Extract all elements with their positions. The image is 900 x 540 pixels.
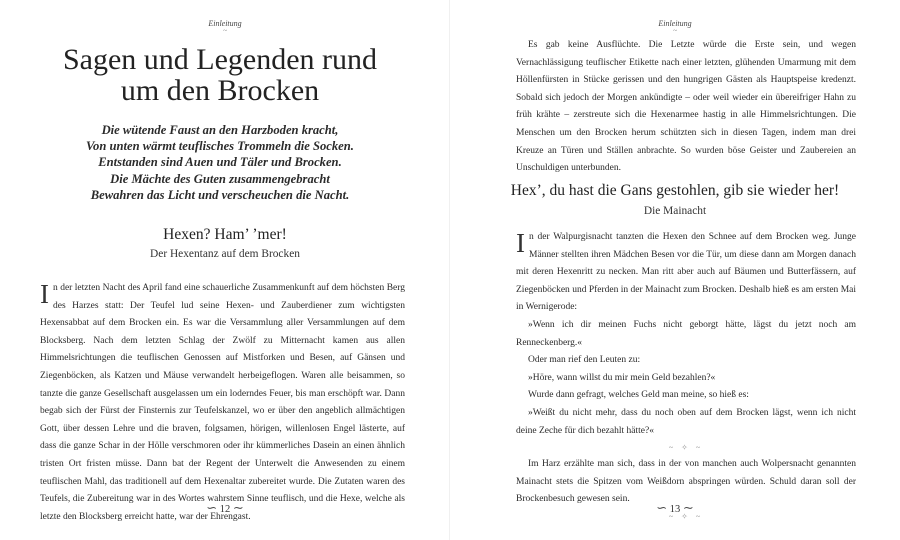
running-head-text: Einleitung xyxy=(658,19,692,28)
poem-line: Die wütende Faust an den Harzboden kracht, xyxy=(101,123,339,137)
running-head-text: Einleitung xyxy=(208,19,242,28)
section-title: Hex’, du hast die Gans gestohlen, gib sie wieder her! xyxy=(510,182,840,199)
right-page xyxy=(450,0,900,540)
section-separator: ~ ✧ ~ xyxy=(668,443,704,453)
body-paragraph: n der letzten Nacht des April fand eine schauerliche Zusammenkunft auf dem höchsten Berg des Harzes statt: Der Teufel lud seine Hexen- und Zauberdiener zum wichtigsten Hexensabbat auf dem Brocken ein. Es war die Versammlung aller Versammlungen auf dem Blocksberg. Nach dem letzten Schlag der Zwölf zu Mitternacht kamen aus allen Himmelsrichtungen die teuflischen Genossen auf Mistforken und Besen, auf Gänsen und Ziegenböcken, als Katzen und Mäuse verwandelt herbeigeflogen. Waren alle beisammen, so tanzte die ganze Gesellschaft ausgelassen um ein loderndes Feuer, bis man erschöpft war. Dann begab sich der Fürst der Finsternis zur Teufelskanzel, wo er über den angeblich allmächtigen Gott, über dessen Lehre und die braven, folgsamen, hörigen, willenlosen Engel lästerte, auf dass die ganze Schar in der Hölle verschmoren oder ihr kümmerliches Dasein an einen ähnlich tristen Ort fristen müsse. Dann bat der Regent der Unterwelt die Anwesenden zu einem teuflischen Mahl, das traditionell auf dem Hexenaltar zubereitet wurde. Die Zutaten waren des Teufels, die Zubereitung war in des Wortes wahrstem Sinne teuflisch, und die Hexe, welche als letzte den Blocksberg erreicht hatte, war der Ehrengast. xyxy=(40,283,405,522)
running-head xyxy=(0,19,450,35)
quote-line: »Weißt du nicht mehr, dass du noch oben auf dem Brocken lägst, wenn ich nicht deine Zeche für dich bezahlt hätte?« xyxy=(516,407,856,436)
section-subtitle: Der Hexentanz auf dem Brocken xyxy=(150,248,300,260)
chapter-title-line-2: um den Brocken xyxy=(120,74,320,107)
section-title: Hexen? Ham’ ’mer! xyxy=(163,226,287,243)
epigraph-poem xyxy=(30,122,410,203)
page-number-value: 12 xyxy=(219,504,231,515)
section-separator: ~ ✧ ~ xyxy=(668,511,704,521)
running-head xyxy=(450,19,900,35)
poem-line: Entstanden sind Auen und Täler und Brocken. xyxy=(98,155,342,170)
poem-line: Bewahren das Licht und verscheuchen die Nacht. xyxy=(90,187,350,202)
poem-line: Die Mächte des Guten zusammengebracht xyxy=(110,171,330,186)
running-head-ornament: ~ xyxy=(673,27,677,35)
page-number-value: 13 xyxy=(669,504,681,515)
body-text-intro xyxy=(516,37,856,178)
quote-line: »Höre, wann willst du mir mein Geld bezahlen?« xyxy=(528,372,716,383)
chapter-title-line-1: Sagen und Legenden rund xyxy=(62,43,378,76)
page-number: ∽ 13 ∼ xyxy=(656,500,694,515)
quote-line: »Wenn ich dir meinen Fuchs nicht geborgt hätte, lägst du jetzt noch am Renneckenberg.« xyxy=(516,319,856,348)
body-paragraph: Es gab keine Ausflüchte. Die Letzte würde die Erste sein, und wegen Vernachlässigung teuflischer Etikette nach einer letzten, glühenden Umarmung mit dem Höllenfürsten in Stücke gerissen und den hungrigen Gästen als Hauptspeise kredenzt. Sobald sich jedoch der Morgen ankündigte – oder weil wieder ein übereifriger Hahn zu früh krähte – zerstreute sich die Hexenarmee hastig in alle Himmelsrichtungen. Die Menschen um den Brocken herum schützten sich in diesen Tagen, indem man drei Kreuze an Türen und Ställen anbrachte. So wurden böse Geister und Zaubereien an Unschuldigen unterbunden. xyxy=(516,40,856,174)
body-text xyxy=(516,229,856,525)
running-head-ornament: ~ xyxy=(223,27,227,35)
body-paragraph: n der Walpurgisnacht tanzten die Hexen den Schnee auf dem Brocken weg. Junge Männer stellten ihren Mädchen Besen vor die Tür, um diese dann am Morgen danach mit deren Hexenritt zu necken. Man ritt aber auch auf Bäumen und Butterfässern, auf Ziegenböcken und Pferden in der Mainacht zum Brocken. Deshalb hieß es am ersten Mai in Wernigerode: xyxy=(516,232,856,313)
section-subtitle: Die Mainacht xyxy=(643,205,707,217)
body-line: Wurde dann gefragt, welches Geld man meine, so hieß es: xyxy=(528,390,749,401)
body-paragraph: Im Harz erzählte man sich, dass in der von manchen auch Wolpersnacht genannten Mainacht stets die Spitzen vom Weißdorn abspringen würden. Schuld daran soll der Brockenbesuch gewesen sein. xyxy=(516,459,856,505)
poem-line: Von unten wärmt teuflisches Trommeln die Socken. xyxy=(86,139,354,154)
drop-cap: I xyxy=(516,228,525,258)
body-line: Oder man rief den Leuten zu: xyxy=(528,355,641,366)
body-text xyxy=(40,280,405,526)
page-number: ∽ 12 ∼ xyxy=(206,500,244,515)
drop-cap: I xyxy=(40,279,49,309)
chapter-title xyxy=(30,44,410,106)
